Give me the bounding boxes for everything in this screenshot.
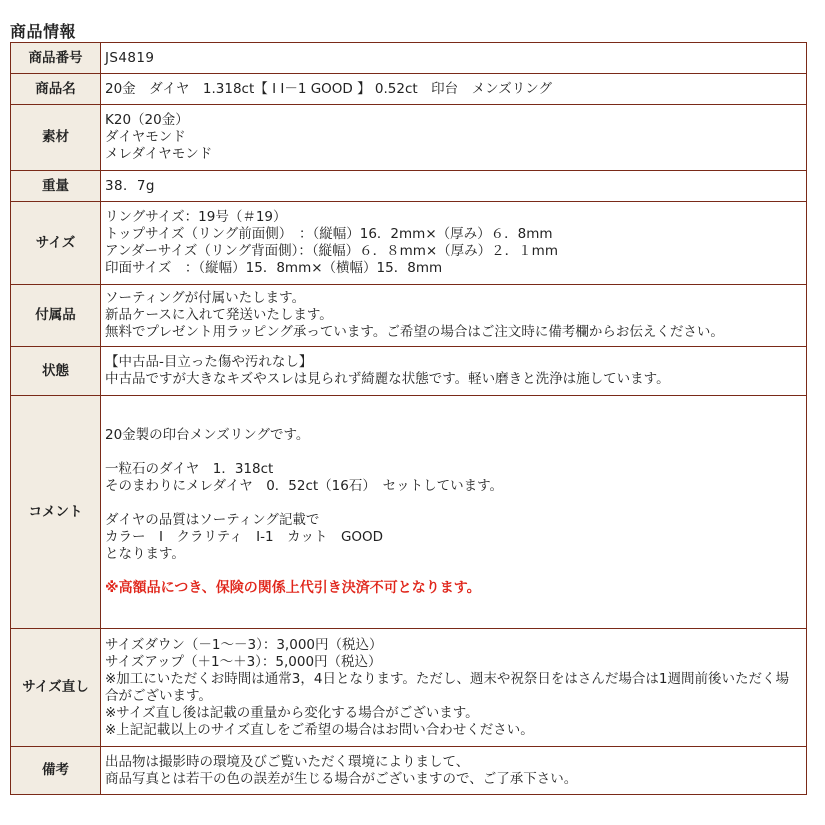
accessories-line: ソーティングが付属いたします。 (105, 290, 306, 306)
value-accessories (101, 285, 807, 347)
condition-line: 【中古品-目立った傷や汚れなし】 (105, 354, 313, 370)
value-size (101, 202, 807, 285)
row-material (11, 105, 807, 171)
row-remarks (11, 747, 807, 795)
material-line: ダイヤモンド (105, 129, 186, 145)
material-line: メレダイヤモンド (105, 146, 213, 162)
row-item-name (11, 74, 807, 105)
value-item-number: JS4819 (101, 43, 807, 74)
label-resize: サイズ直し (11, 629, 101, 747)
value-material (101, 105, 807, 171)
row-accessories (11, 285, 807, 347)
value-condition (101, 347, 807, 396)
comment-line: ダイヤの品質はソーティング記載で (105, 512, 320, 528)
condition-line: 中古品ですが大きなキズやスレは見られず綺麗な状態です。軽い磨きと洗浄は施しています。 (105, 371, 670, 387)
row-weight (11, 171, 807, 202)
comment-line: そのまわりにメレダイヤ 0．52ct（16石） セットしています。 (105, 478, 504, 494)
accessories-line: 無料でプレゼント用ラッピング承っています。ご希望の場合はご注文時に備考欄からお伝えください。 (105, 324, 724, 340)
comment-line: 20金製の印台メンズリングです。 (105, 427, 310, 443)
material-line: K20（20金） (105, 112, 189, 128)
comment-spacer (105, 495, 802, 512)
resize-line: ※上記記載以上のサイズ直しをご希望の場合はお問い合わせください。 (105, 721, 534, 738)
resize-line: サイズアップ（＋1～＋3）：5,000円（税込） (105, 653, 382, 670)
resize-line: ※サイズ直し後は記載の重量から変化する場合がございます。 (105, 704, 479, 721)
label-comment: コメント (11, 396, 101, 629)
label-weight: 重量 (11, 171, 101, 202)
size-line: トップサイズ（リング前面側） ：（縦幅）16．2mm×（厚み）６．8mm (105, 226, 553, 242)
value-remarks (101, 747, 807, 795)
remarks-line: 出品物は撮影時の環境及びご覧いただく環境によりまして、 (105, 753, 470, 770)
comment-line: 一粒石のダイヤ 1．318ct (105, 461, 274, 477)
row-condition (11, 347, 807, 396)
resize-line: サイズダウン（－1～－3）：3,000円（税込） (105, 636, 383, 653)
comment-spacer (105, 563, 802, 580)
row-item-number (11, 43, 807, 74)
comment-line: カラー I クラリティ I-1 カット GOOD (105, 529, 384, 545)
label-remarks: 備考 (11, 747, 101, 795)
remarks-line: 商品写真とは若干の色の誤差が生じる場合がございますので、ご了承下さい。 (105, 770, 578, 787)
label-item-name: 商品名 (11, 74, 101, 105)
product-spec-table (10, 42, 807, 795)
value-comment (101, 396, 807, 629)
value-item-name: 20金 ダイヤ 1.318ct【 I I－1 GOOD 】 0.52ct 印台 メンズリング (101, 74, 807, 105)
resize-line: ※加工にいただくお時間は通常3，4日となります。ただし、週末や祝祭日をはさんだ場合は1週間前後いただく場合がございます。 (105, 670, 789, 704)
size-line: 印面サイズ ：（縦幅）15．8mm×（横幅）15．8mm (105, 260, 443, 276)
comment-warning: ※高額品につき、保険の関係上代引き決済不可となります。 (105, 580, 481, 596)
row-size (11, 202, 807, 285)
size-line: リングサイズ：19号（＃19） (105, 209, 287, 225)
value-resize (101, 629, 807, 747)
value-weight: 38．7g (101, 171, 807, 202)
label-accessories: 付属品 (11, 285, 101, 347)
row-resize (11, 629, 807, 747)
label-size: サイズ (11, 202, 101, 285)
size-line: アンダーサイズ（リング背面側）：（縦幅）６．８mm×（厚み）２．１mm (105, 243, 558, 259)
accessories-line: 新品ケースに入れて発送いたします。 (105, 307, 333, 323)
comment-spacer (105, 444, 802, 461)
label-condition: 状態 (11, 347, 101, 396)
section-title: 商品情報 (10, 22, 77, 41)
label-material: 素材 (11, 105, 101, 171)
row-comment (11, 396, 807, 629)
comment-line: となります。 (105, 546, 185, 562)
label-item-number: 商品番号 (11, 43, 101, 74)
